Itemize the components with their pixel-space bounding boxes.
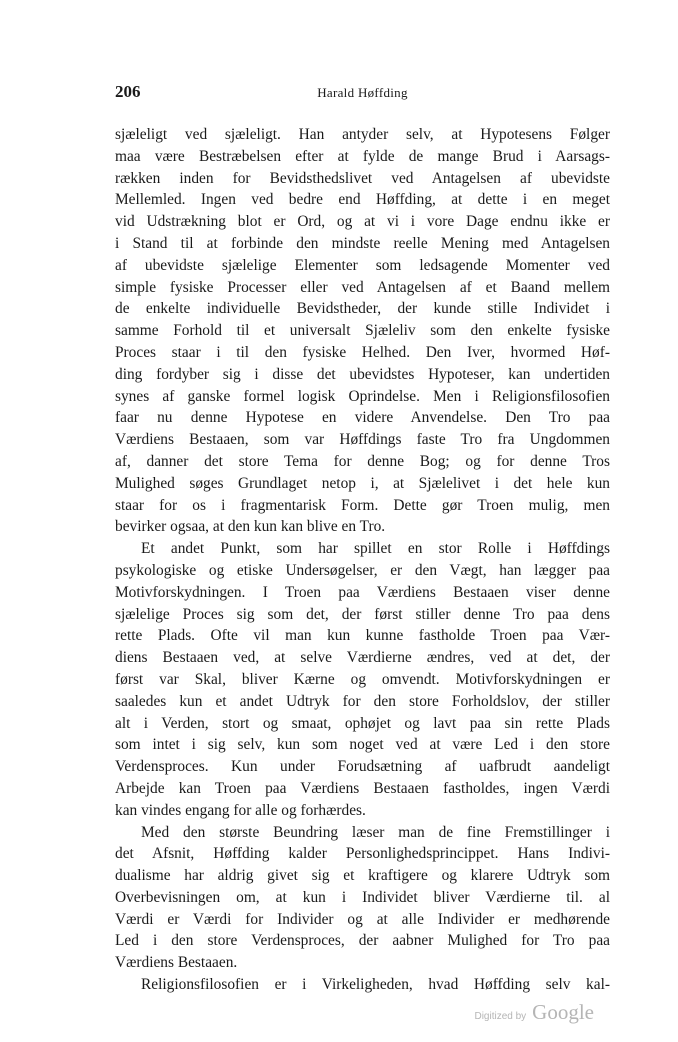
text-line: det Afsnit, Høffding kalder Personlighedsprincippet. Hans Indivi- — [115, 845, 610, 863]
text-line: i Stand til at forbinde den mindste reelle Mening med Antagelsen — [115, 234, 610, 252]
text-line: Mulighed søges Grundlaget netop i, at Sjælelivet i det hele kun — [115, 474, 610, 492]
text-line: staar for os i fragmentarisk Form. Dette gør Troen mulig, men — [115, 496, 610, 514]
text-line: Motivforskydningen. I Troen paa Værdiens Bestaaen viser denne — [115, 583, 610, 601]
text-line: af, danner det store Tema for denne Bog; og for denne Tros — [115, 452, 610, 470]
text-line: Proces staar i til den fysiske Helhed. Den Iver, hvormed Høf- — [115, 343, 610, 361]
text-line: som intet i sig selv, kun som noget ved at være Led i den store — [115, 736, 610, 754]
page-number: 206 — [115, 82, 141, 101]
text-line: rækken inden for Bevidsthedslivet ved Antagelsen af ubevidste — [115, 169, 610, 187]
text-line: de enkelte individuelle Bevidstheder, der kunde stille Individet i — [115, 300, 610, 318]
text-line: faar nu denne Hypotese en videre Anvendelse. Den Tro paa — [115, 409, 610, 427]
text-line: sjæleligt ved sjæleligt. Han antyder selv, at Hypotesens Følger — [115, 126, 610, 143]
text-line: synes af ganske formel logisk Oprindelse. Men i Religionsfilosofien — [115, 387, 610, 405]
text-line: diens Bestaaen ved, at selve Værdierne ændres, ved at det, der — [115, 649, 610, 667]
text-line: maa være Bestræbelsen efter at fylde de mange Brud i Aarsags- — [115, 147, 610, 165]
text-line: psykologiske og etiske Undersøgelser, er den Vægt, han lægger paa — [115, 561, 610, 579]
running-title: Harald Høffding — [317, 85, 408, 100]
paragraph-1 — [115, 124, 610, 538]
text-line: Religionsfilosofien er i Virkeligheden, hvad Høffding selv kal- — [141, 976, 610, 994]
text-line: saaledes kun et andet Udtryk for den store Forholdslov, der stiller — [115, 692, 610, 710]
text-line: Overbevisningen om, at kun i Individet bliver Værdierne til. al — [115, 888, 610, 906]
page-header — [115, 82, 610, 104]
text-line: rette Plads. Ofte vil man kun kunne fastholde Troen paa Vær- — [115, 627, 610, 645]
text-line: kan vindes engang for alle og forhærdes. — [115, 801, 366, 819]
text-line: Et andet Punkt, som har spillet en stor Rolle i Høffdings — [141, 540, 610, 558]
paragraph-3 — [115, 822, 610, 975]
text-line: Værdi er Værdi for Individer og at alle Individer er medhørende — [115, 910, 610, 928]
text-line: bevirker ogsaa, at den kun kan blive en Tro. — [115, 518, 386, 536]
text-line: dualisme har aldrig givet sig et kraftigere og klarere Udtryk som — [115, 867, 610, 885]
watermark-brand: Google — [532, 1000, 594, 1024]
watermark-prefix: Digitized by — [474, 1011, 527, 1022]
text-line: Verdensproces. Kun under Forudsætning af uafbrudt aandeligt — [115, 758, 610, 776]
body-text — [115, 124, 610, 996]
text-line: sjælelige Proces sig som det, der først stiller denne Tro paa dens — [115, 605, 610, 623]
text-line: Med den største Beundring læser man de fine Fremstillinger i — [141, 823, 610, 841]
text-line: først var Skal, bliver Kærne og omvendt. Motivforskydningen er — [115, 670, 610, 688]
paragraph-2 — [115, 538, 610, 821]
text-line: Værdiens Bestaaen, som var Høffdings faste Tro fra Ungdommen — [115, 431, 610, 449]
text-line: simple fysiske Processer eller ved Antagelsen af et Baand mellem — [115, 278, 610, 296]
text-line: ding fordyber sig i disse det ubevidstes Hypoteser, kan undertiden — [115, 365, 610, 383]
text-line: Arbejde kan Troen paa Værdiens Bestaaen fastholdes, ingen Værdi — [115, 779, 610, 797]
text-line: alt i Verden, stort og smaat, ophøjet og lavt paa sin rette Plads — [115, 714, 610, 732]
text-line: af ubevidste sjælelige Elementer som ledsagende Momenter ved — [115, 256, 610, 274]
paragraph-4 — [115, 974, 610, 996]
text-line: vid Udstrækning blot er Ord, og at vi i vore Dage endnu ikke er — [115, 213, 610, 231]
text-line: samme Forhold til et universalt Sjæleliv som den enkelte fysiske — [115, 322, 610, 340]
text-line: Værdiens Bestaaen. — [115, 954, 238, 972]
text-line: Mellemled. Ingen ved bedre end Høffding, at dette i en meget — [115, 191, 610, 209]
digitized-watermark — [474, 1000, 594, 1025]
text-line: Led i den store Verdensproces, der aabner Mulighed for Tro paa — [115, 932, 610, 950]
